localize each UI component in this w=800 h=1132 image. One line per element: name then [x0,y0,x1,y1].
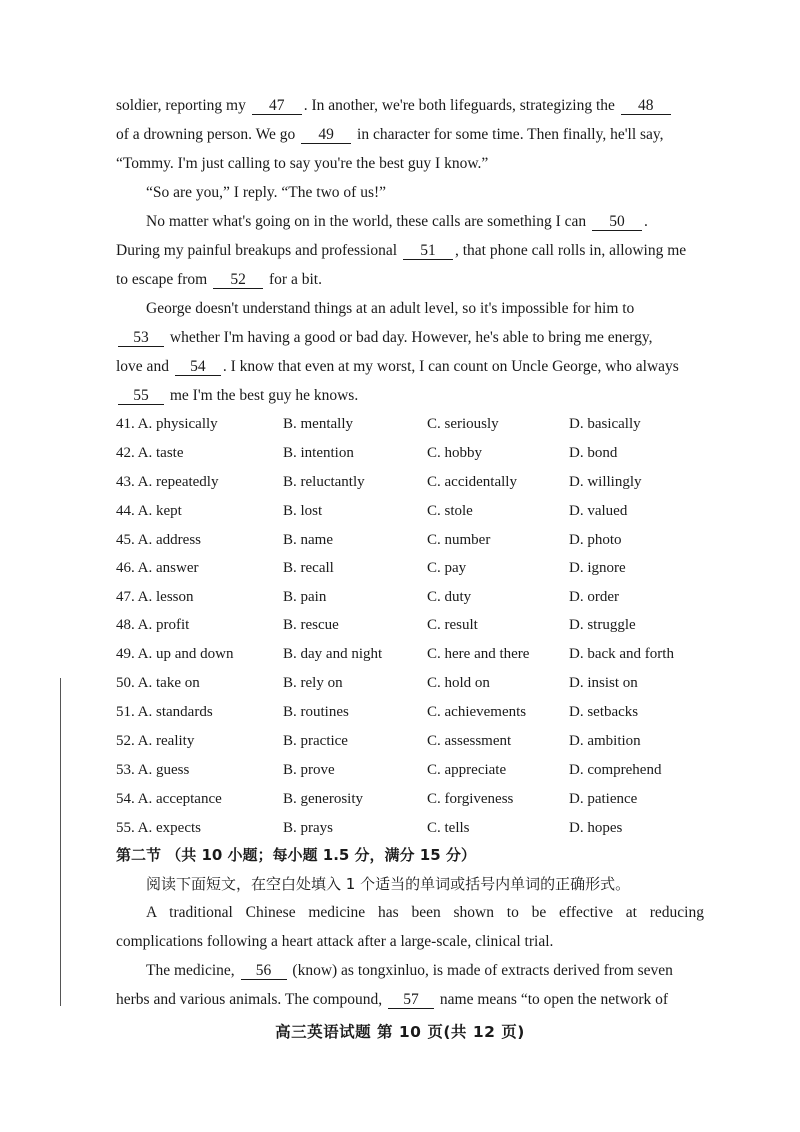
option-a: 50. A. take on [116,675,200,691]
option-a: 49. A. up and down [116,646,234,662]
option-a: 52. A. reality [116,733,195,749]
option-d: D. willingly [569,474,642,490]
option-c: C. forgiveness [427,791,514,807]
option-c: C. stole [427,503,473,519]
option-d: D. bond [569,445,618,461]
passage-line-8: George doesn't understand things at an adult level, so it's impossible for him to [146,300,635,317]
option-c: C. pay [427,560,467,576]
option-c: C. result [427,617,478,633]
question-row [116,789,716,809]
option-c: C. tells [427,820,470,836]
passage-line-2: of a drowning person. We go 49 in character for some time. Then finally, he'll say, [116,126,664,143]
option-b: B. day and night [283,646,383,662]
section-header: 第二节 （共 10 小题；每小题 1.5 分，满分 15 分） [116,846,476,864]
blank-54: 54 [175,359,221,376]
question-row [116,558,716,578]
option-d: D. comprehend [569,762,662,778]
option-c: C. accidentally [427,474,517,490]
passage-line-7: to escape from 52 for a bit. [116,271,322,288]
blank-53: 53 [118,330,164,347]
question-row [116,615,716,635]
page-footer: 高三英语试题 第 10 页(共 12 页) [275,1023,525,1041]
question-row [116,587,716,607]
option-b: B. reluctantly [283,474,365,490]
option-d: D. order [569,589,619,605]
question-row [116,414,716,434]
option-a: 45. A. address [116,532,201,548]
option-b: B. practice [283,733,348,749]
option-a: 44. A. kept [116,503,182,519]
blank-47: 47 [252,98,302,115]
blank-50: 50 [592,214,642,231]
question-row [116,702,716,722]
essay-line-4: herbs and various animals. The compound, 57 name means “to open the network of [116,991,669,1008]
passage-line-3: “Tommy. I'm just calling to say you're the best guy I know.” [116,155,489,172]
essay-line-3: The medicine, 56 (know) as tongxinluo, is made of extracts derived from seven [146,962,673,979]
option-b: B. name [283,532,333,548]
option-d: D. insist on [569,675,638,691]
option-a: 46. A. answer [116,560,199,576]
passage-line-11: 55 me I'm the best guy he knows. [116,386,704,406]
option-b: B. intention [283,445,354,461]
essay-line-2: complications following a heart attack after a large-scale, clinical trial. [116,933,554,950]
option-b: B. rely on [283,675,343,691]
option-a: 48. A. profit [116,617,190,633]
option-a: 54. A. acceptance [116,791,222,807]
passage-line-10: love and 54 . I know that even at my worst, I can count on Uncle George, who always [116,358,679,375]
question-row [116,818,716,838]
option-a: 41. A. physically [116,416,218,432]
passage-line-1: soldier, reporting my 47 . In another, we're both lifeguards, strategizing the 48 [116,96,704,116]
option-a: 51. A. standards [116,704,213,720]
option-c: C. here and there [427,646,530,662]
question-row [116,673,716,693]
option-d: D. patience [569,791,638,807]
option-b: B. rescue [283,617,339,633]
option-d: D. ambition [569,733,641,749]
essay-line-1: A traditional Chinese medicine has been shown to be effective at reducing [146,904,704,921]
option-d: D. setbacks [569,704,639,720]
blank-51: 51 [403,243,453,260]
option-d: D. hopes [569,820,623,836]
option-c: C. appreciate [427,762,507,778]
blank-55: 55 [118,388,164,405]
option-c: C. number [427,532,491,548]
question-row [116,472,716,492]
option-a: 43. A. repeatedly [116,474,219,490]
blank-49: 49 [301,127,351,144]
blank-52: 52 [213,272,263,289]
option-a: 47. A. lesson [116,589,194,605]
blank-57: 57 [388,992,434,1009]
option-d: D. valued [569,503,628,519]
passage-line-5: No matter what's going on in the world, these calls are something I can 50 . [146,213,648,230]
question-row [116,760,716,780]
question-row [116,443,716,463]
passage-line-9: 53 whether I'm having a good or bad day. However, he's able to bring me energy, [116,328,704,348]
option-d: D. ignore [569,560,626,576]
question-row [116,501,716,521]
option-b: B. pain [283,589,327,605]
option-b: B. prove [283,762,335,778]
question-row [116,731,716,751]
option-c: C. hobby [427,445,483,461]
option-c: C. achievements [427,704,527,720]
option-a: 53. A. guess [116,762,190,778]
option-c: C. duty [427,589,472,605]
option-d: D. basically [569,416,641,432]
option-a: 42. A. taste [116,445,184,461]
option-b: B. mentally [283,416,353,432]
option-d: D. back and forth [569,646,674,662]
option-d: D. photo [569,532,622,548]
question-row [116,530,716,550]
option-b: B. generosity [283,791,363,807]
option-d: D. struggle [569,617,636,633]
option-a: 55. A. expects [116,820,201,836]
option-c: C. assessment [427,733,512,749]
question-row [116,644,716,664]
section-instruction: 阅读下面短文，在空白处填入 1 个适当的单词或括号内单词的正确形式。 [146,875,631,893]
option-b: B. routines [283,704,349,720]
blank-56: 56 [241,963,287,980]
passage-line-4: “So are you,” I reply. “The two of us!” [146,184,387,201]
option-b: B. prays [283,820,333,836]
option-c: C. seriously [427,416,499,432]
option-c: C. hold on [427,675,490,691]
passage-line-6: During my painful breakups and professional 51 , that phone call rolls in, allowing me [116,242,687,259]
option-b: B. lost [283,503,323,519]
blank-48: 48 [621,98,671,115]
margin-line [60,678,61,1006]
option-b: B. recall [283,560,334,576]
